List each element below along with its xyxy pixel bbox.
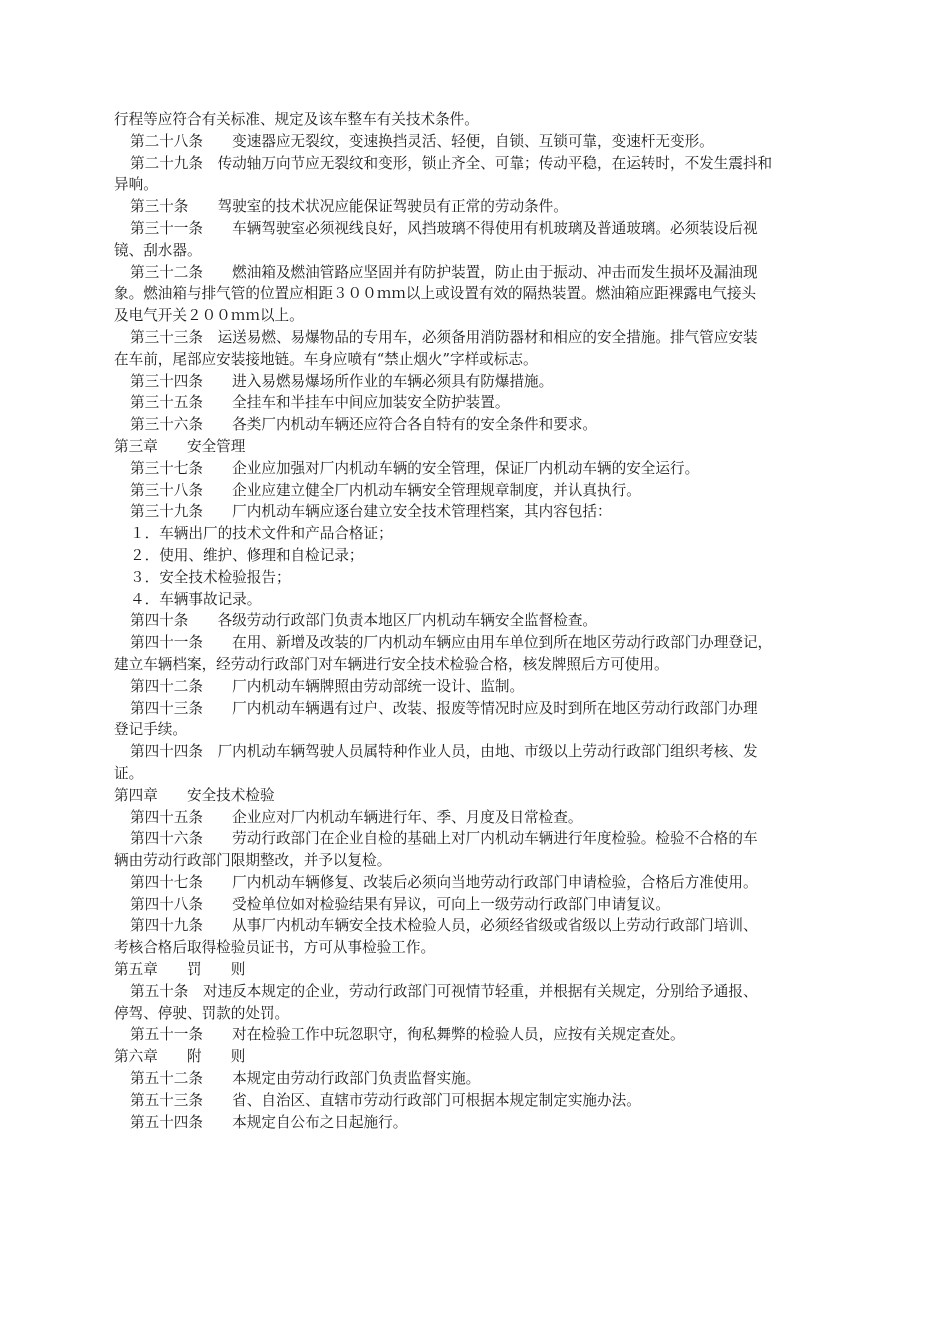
continuation-line: 镜、刮水器。 (114, 241, 202, 259)
article-line: 第二十八条 变速器应无裂纹，变速换挡灵活、轻便，自锁、互锁可靠，变速杆无变形。 (130, 132, 714, 150)
article-line: 第四十二条 厂内机动车辆牌照由劳动部统一设计、监制。 (130, 677, 525, 695)
continuation-line: 证。 (114, 764, 144, 782)
continuation-line: 登记手续。 (114, 721, 187, 739)
article-line: 第三十二条 燃油箱及燃油管路应坚固并有防护装置，防止由于振动、冲击而发生损坏及漏油现 (130, 263, 758, 281)
article-line: 第三十一条 车辆驾驶室必须视线良好，风挡玻璃不得使用有机玻璃及普通玻璃。必须装设后视 (130, 219, 758, 237)
article-line: 第四十条 各级劳动行政部门负责本地区厂内机动车辆安全监督检查。 (130, 612, 598, 630)
article-line: 第二十九条 传动轴万向节应无裂纹和变形，锁止齐全、可靠；传动平稳，在运转时，不发生震抖和 (130, 154, 773, 172)
article-line: 第三十四条 进入易燃易爆场所作业的车辆必须具有防爆措施。 (130, 372, 554, 390)
chapter-heading: 第三章 安全管理 (114, 437, 246, 455)
article-line: 第四十九条 从事厂内机动车辆安全技术检验人员，必须经省级或省级以上劳动行政部门培训、 (130, 917, 758, 935)
chapter-heading: 第六章 附 则 (114, 1048, 246, 1066)
article-line: １．车辆出厂的技术文件和产品合格证； (130, 525, 393, 543)
continuation-line: 辆由劳动行政部门限期整改，并予以复检。 (114, 852, 392, 870)
article-line: 第三十六条 各类厂内机动车辆还应符合各自特有的安全条件和要求。 (130, 416, 598, 434)
article-line: 第四十六条 劳动行政部门在企业自检的基础上对厂内机动车辆进行年度检验。检验不合格的车 (130, 830, 758, 848)
article-line: 第四十五条 企业应对厂内机动车辆进行年、季、月度及日常检查。 (130, 808, 583, 826)
article-line: 第三十条 驾驶室的技术状况应能保证驾驶员有正常的劳动条件。 (130, 198, 568, 216)
article-line: 第四十四条 厂内机动车辆驾驶人员属特种作业人员，由地、市级以上劳动行政部门组织考核、发 (130, 743, 758, 761)
article-line: 第五十四条 本规定自公布之日起施行。 (130, 1113, 408, 1131)
article-line: 第四十一条 在用、新增及改装的厂内机动车辆应由用车单位到所在地区劳动行政部门办理登记， (130, 634, 773, 652)
article-line: 第五十条 对违反本规定的企业，劳动行政部门可视情节轻重，并根据有关规定，分别给予通报、 (130, 982, 758, 1000)
article-line: 第五十一条 对在检验工作中玩忽职守，徇私舞弊的检验人员，应按有关规定查处。 (130, 1026, 685, 1044)
chapter-heading: 第四章 安全技术检验 (114, 786, 275, 804)
continuation-line: 建立车辆档案，经劳动行政部门对车辆进行安全技术检验合格，核发牌照后方可使用。 (114, 655, 669, 673)
continuation-line: 象。燃油箱与排气管的位置应相距３００ｍｍ以上或设置有效的隔热装置。燃油箱应距裸露电气接头 (114, 285, 757, 303)
article-line: 第五十二条 本规定由劳动行政部门负责监督实施。 (130, 1070, 481, 1088)
article-line: 第三十九条 厂内机动车辆应逐台建立安全技术管理档案，其内容包括： (130, 503, 612, 521)
article-line: 第三十五条 全挂车和半挂车中间应加装安全防护装置。 (130, 394, 510, 412)
continuation-line: 异响。 (114, 176, 158, 194)
chapter-heading: 第五章 罚 则 (114, 961, 246, 979)
continuation-line: 停驾、停驶、罚款的处罚。 (114, 1004, 290, 1022)
article-line: ４．车辆事故记录。 (130, 590, 262, 608)
document-body (114, 109, 839, 1133)
continuation-line: 考核合格后取得检验员证书，方可从事检验工作。 (114, 939, 436, 957)
continuation-line: 行程等应符合有关标准、规定及该车整车有关技术条件。 (114, 111, 479, 128)
article-line: 第五十三条 省、自治区、直辖市劳动行政部门可根据本规定制定实施办法。 (130, 1091, 641, 1109)
article-line: 第四十八条 受检单位如对检验结果有异议，可向上一级劳动行政部门申请复议。 (130, 895, 670, 913)
article-line: 第四十三条 厂内机动车辆遇有过户、改装、报废等情况时应及时到所在地区劳动行政部门办理 (130, 699, 758, 717)
article-line: ２．使用、维护、修理和自检记录； (130, 546, 364, 564)
article-line: 第四十七条 厂内机动车辆修复、改装后必须向当地劳动行政部门申请检验，合格后方准使用。 (130, 873, 758, 891)
article-line: 第三十八条 企业应建立健全厂内机动车辆安全管理规章制度，并认真执行。 (130, 481, 641, 499)
article-line: ３．安全技术检验报告； (130, 568, 291, 586)
article-line: 第三十三条 运送易燃、易爆物品的专用车，必须备用消防器材和相应的安全措施。排气管应安装 (130, 328, 758, 346)
continuation-line: 及电气开关２００ｍｍ以上。 (114, 307, 304, 325)
article-line: 第三十七条 企业应加强对厂内机动车辆的安全管理，保证厂内机动车辆的安全运行。 (130, 459, 700, 477)
continuation-line: 在车前，尾部应安装接地链。车身应喷有“禁止烟火”字样或标志。 (114, 350, 538, 368)
